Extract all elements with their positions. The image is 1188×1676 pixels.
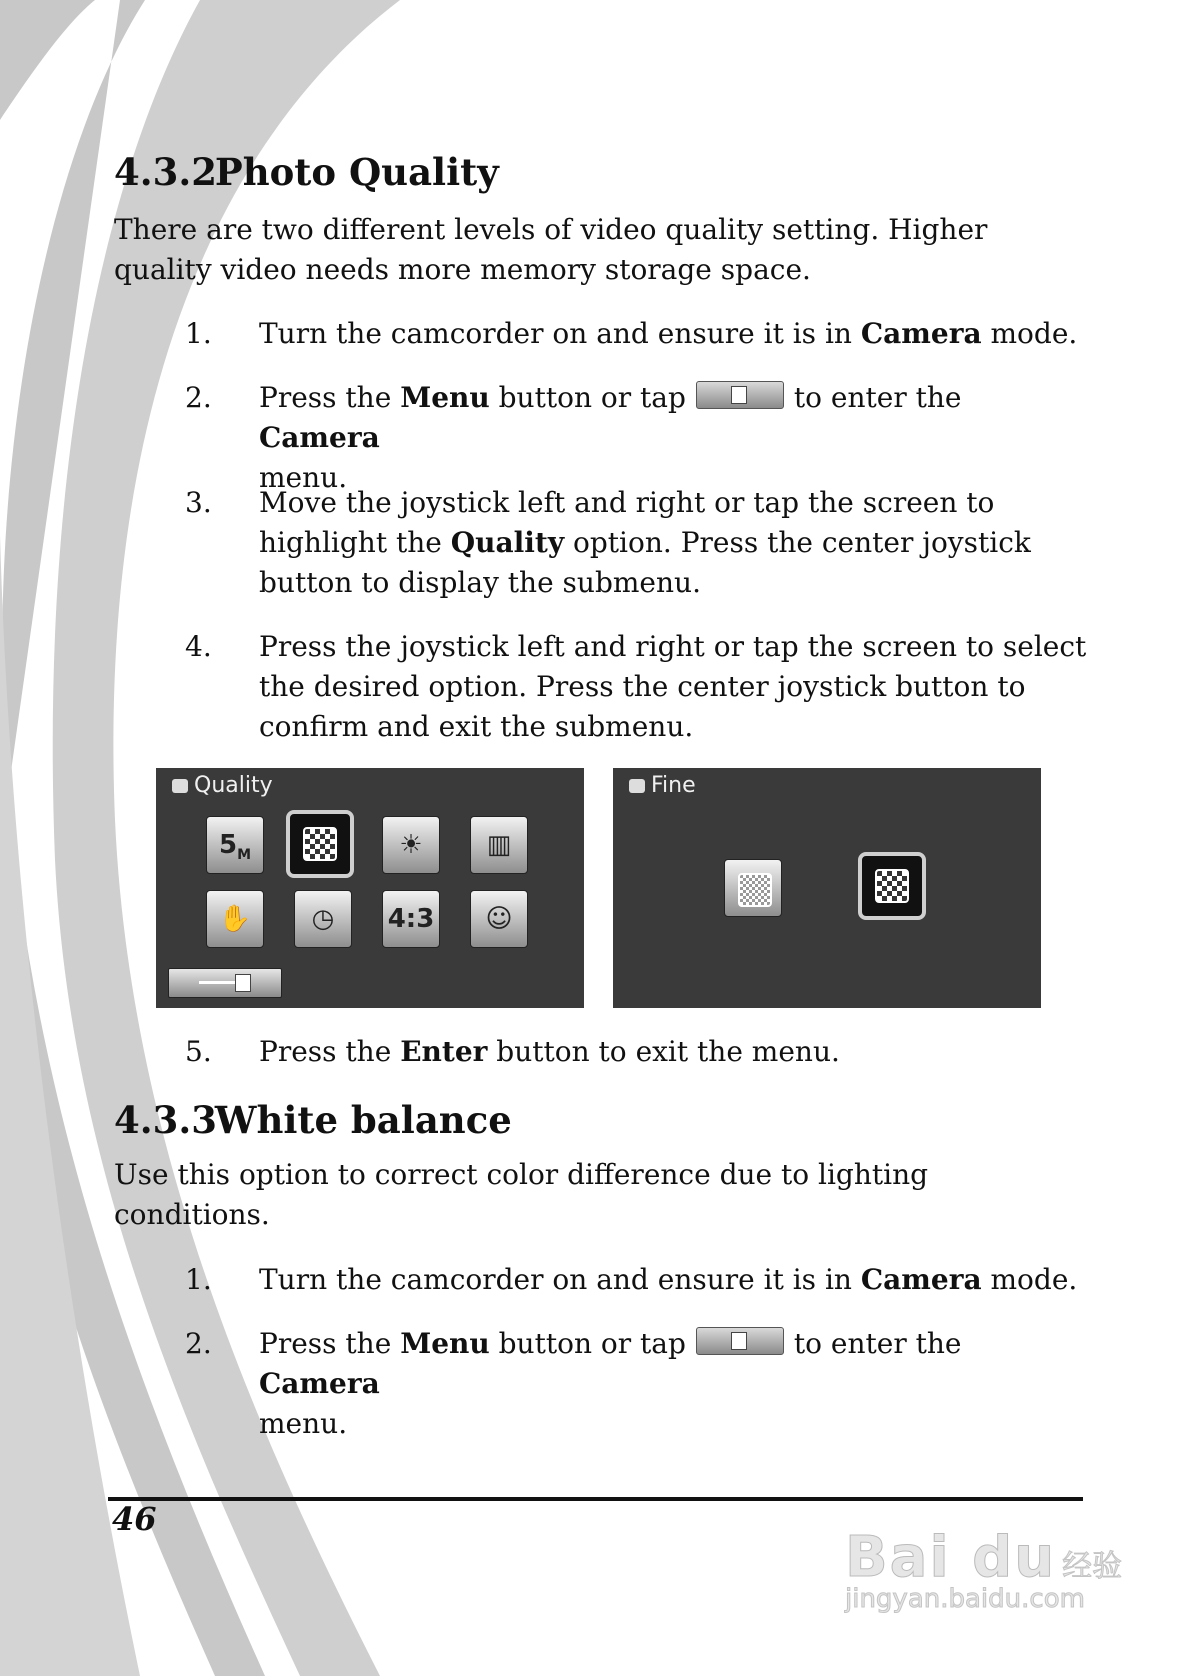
baidu-watermark: Bai du 经验 jingyan.baidu.com bbox=[845, 1525, 1123, 1614]
color-effect-icon[interactable]: ▥ bbox=[470, 816, 528, 874]
stabilizer-icon[interactable]: ✋ bbox=[206, 890, 264, 948]
fine-submenu-screenshot bbox=[613, 768, 1041, 1008]
size-5m-icon[interactable]: $5_M$ bbox=[206, 816, 264, 874]
section-intro: Use this option to correct color difference due to lighting conditions. bbox=[114, 1158, 929, 1231]
aspect-ratio-icon[interactable]: 4:3 bbox=[382, 890, 440, 948]
panel-title: Quality bbox=[194, 773, 273, 798]
camera-icon bbox=[172, 779, 188, 793]
page-number: 46 bbox=[112, 1500, 157, 1538]
section-number: 4.3.2 bbox=[114, 150, 217, 194]
scene-mode-icon[interactable]: ☀ bbox=[382, 816, 440, 874]
section-title: White balance bbox=[214, 1098, 512, 1142]
quality-normal-icon[interactable] bbox=[724, 859, 782, 917]
section-number: 4.3.3 bbox=[114, 1098, 217, 1142]
section-title: Photo Quality bbox=[214, 150, 499, 194]
footer-divider bbox=[108, 1497, 1083, 1501]
menu-button-icon[interactable] bbox=[696, 381, 784, 409]
section-heading-white-balance bbox=[114, 1098, 512, 1142]
face-detect-icon[interactable]: ☺ bbox=[470, 890, 528, 948]
section-heading-photo-quality bbox=[114, 150, 499, 194]
quality-fine-icon[interactable] bbox=[286, 810, 354, 878]
back-button[interactable] bbox=[168, 968, 282, 998]
quality-menu-screenshot bbox=[156, 768, 584, 1008]
fine-icon bbox=[629, 779, 645, 793]
panel-title: Fine bbox=[651, 773, 696, 798]
self-timer-icon[interactable]: ◷ bbox=[294, 890, 352, 948]
section-intro: There are two different levels of video quality setting. Higher quality video needs more memory storage space. bbox=[114, 213, 988, 286]
menu-button-icon[interactable] bbox=[696, 1327, 784, 1355]
quality-fine-selected-icon[interactable] bbox=[858, 852, 926, 920]
